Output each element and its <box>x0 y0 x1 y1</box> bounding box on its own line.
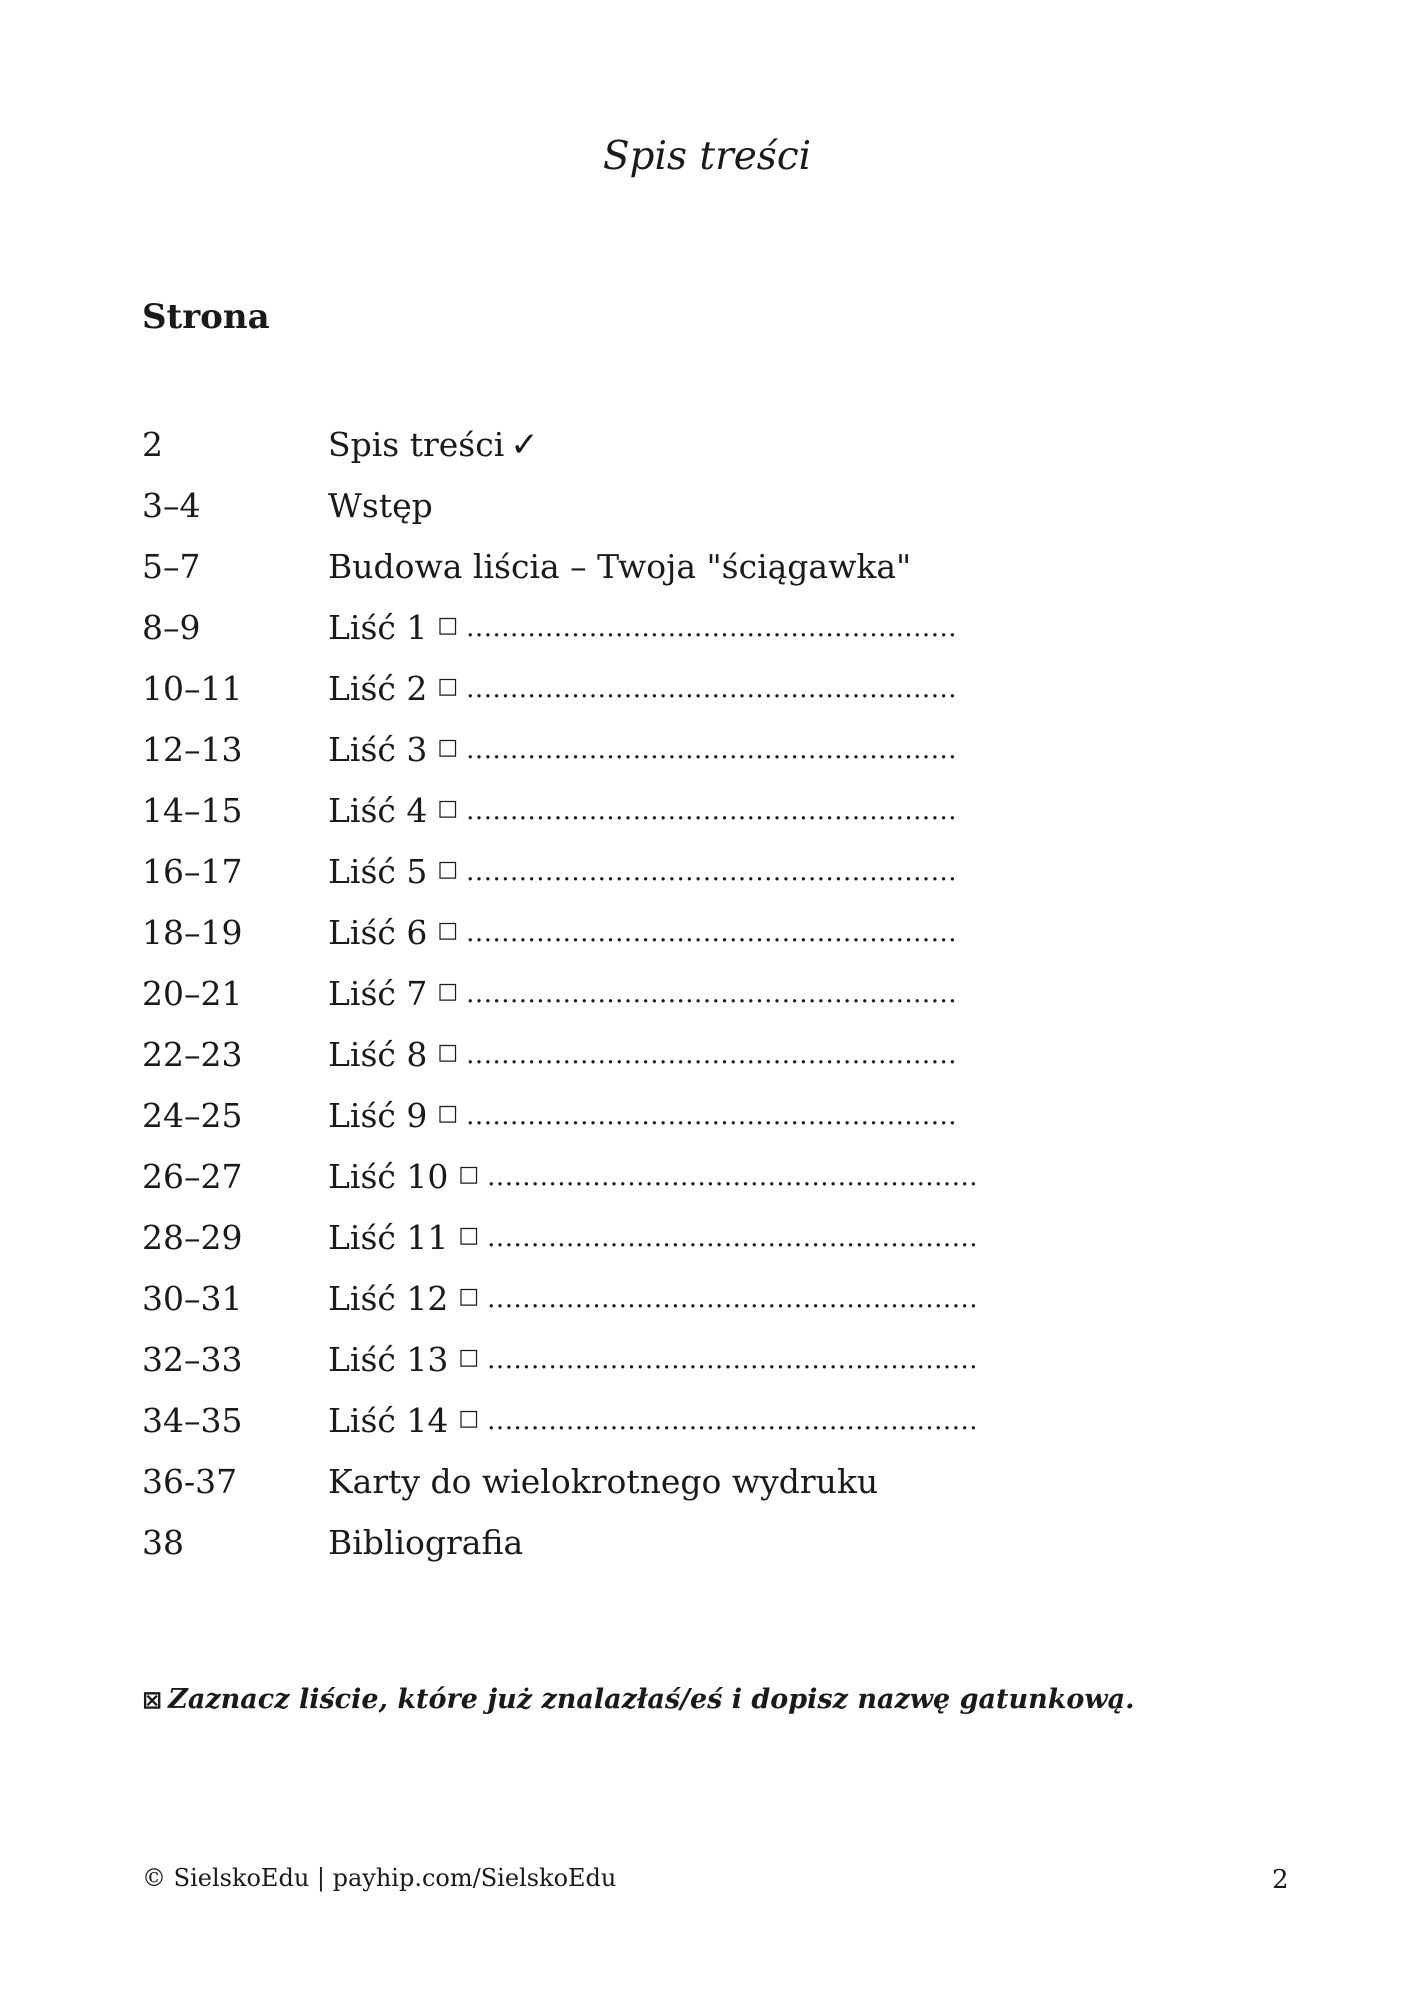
toc-entry-title: Liść 11 <box>328 1218 449 1257</box>
toc-entry-title: Wstęp <box>328 486 433 525</box>
species-name-blank[interactable]: ........................................................ <box>487 1161 978 1192</box>
toc-entry-title: Liść 13 <box>328 1340 449 1379</box>
toc-entry-title: Budowa liścia – Twoja "ściągawka" <box>328 547 912 586</box>
toc-row <box>142 1451 1142 1512</box>
empty-checkbox-icon[interactable]: □ <box>437 674 459 699</box>
empty-checkbox-icon[interactable]: □ <box>437 918 459 943</box>
toc-row <box>142 1207 1142 1268</box>
toc-row <box>142 1085 1142 1146</box>
toc-entry-title: Liść 1 <box>328 608 428 647</box>
footer-page-number: 2 <box>1272 1865 1289 1895</box>
toc-page-range: 16–17 <box>142 852 243 891</box>
toc-row <box>142 1146 1142 1207</box>
toc-row <box>142 475 1142 536</box>
species-name-blank[interactable]: ........................................................ <box>466 612 957 643</box>
toc-page-range: 36-37 <box>142 1462 238 1501</box>
empty-checkbox-icon[interactable]: □ <box>458 1284 480 1309</box>
toc-entry-title: Liść 9 <box>328 1096 428 1135</box>
toc-page-range: 18–19 <box>142 913 243 952</box>
species-name-blank[interactable]: ........................................................ <box>466 978 957 1009</box>
empty-checkbox-icon[interactable]: □ <box>458 1345 480 1370</box>
toc-row <box>142 597 1142 658</box>
toc-entry-title: Liść 2 <box>328 669 428 708</box>
empty-checkbox-icon[interactable]: □ <box>458 1406 480 1431</box>
toc-page-range: 34–35 <box>142 1401 243 1440</box>
toc-page-range: 24–25 <box>142 1096 243 1135</box>
species-name-blank[interactable]: ........................................................ <box>466 1100 957 1131</box>
empty-checkbox-icon[interactable]: □ <box>437 1040 459 1065</box>
toc-row <box>142 902 1142 963</box>
toc-entry-title: Liść 7 <box>328 974 428 1013</box>
checked-box-icon: ⊠ <box>142 1686 163 1714</box>
toc-page-range: 28–29 <box>142 1218 243 1257</box>
toc-row <box>142 1512 1142 1573</box>
toc-row <box>142 1024 1142 1085</box>
toc-row <box>142 780 1142 841</box>
toc-entry-title: Liść 10 <box>328 1157 449 1196</box>
species-name-blank[interactable]: ........................................................ <box>487 1344 978 1375</box>
toc-row <box>142 963 1142 1024</box>
species-name-blank[interactable]: ........................................................ <box>466 917 957 948</box>
species-name-blank[interactable]: ........................................................ <box>466 734 957 765</box>
toc-row <box>142 719 1142 780</box>
toc-entry-title: Liść 8 <box>328 1035 428 1074</box>
empty-checkbox-icon[interactable]: □ <box>437 735 459 760</box>
instruction-note <box>142 1682 1135 1718</box>
toc-entry-title: Karty do wielokrotnego wydruku <box>328 1462 879 1501</box>
toc-row <box>142 1268 1142 1329</box>
species-name-blank[interactable]: ........................................................ <box>487 1405 978 1436</box>
species-name-blank[interactable]: ........................................................ <box>466 1039 957 1070</box>
toc-page-range: 10–11 <box>142 669 243 708</box>
toc-entry-title: Bibliografia <box>328 1523 524 1562</box>
toc-page-range: 12–13 <box>142 730 243 769</box>
instruction-text: Zaznacz liście, które już znalazłaś/eś i dopisz nazwę gatunkową. <box>168 1684 1135 1715</box>
toc-page-range: 5–7 <box>142 547 201 586</box>
empty-checkbox-icon[interactable]: □ <box>458 1162 480 1187</box>
footer-copyright: © SielskoEdu | payhip.com/SielskoEdu <box>142 1864 617 1892</box>
toc-row <box>142 658 1142 719</box>
species-name-blank[interactable]: ........................................................ <box>466 795 957 826</box>
toc-row <box>142 1329 1142 1390</box>
toc-page-range: 26–27 <box>142 1157 243 1196</box>
toc-entry-title: Liść 5 <box>328 852 428 891</box>
species-name-blank[interactable]: ........................................................ <box>487 1222 978 1253</box>
species-name-blank[interactable]: ........................................................ <box>487 1283 978 1314</box>
toc-row <box>142 841 1142 902</box>
toc-row <box>142 1390 1142 1451</box>
empty-checkbox-icon[interactable]: □ <box>437 613 459 638</box>
toc-page-range: 14–15 <box>142 791 243 830</box>
empty-checkbox-icon[interactable]: □ <box>437 796 459 821</box>
toc-entry-title: Liść 14 <box>328 1401 449 1440</box>
species-name-blank[interactable]: ........................................................ <box>466 673 957 704</box>
toc-row <box>142 536 1142 597</box>
empty-checkbox-icon[interactable]: □ <box>437 857 459 882</box>
toc-entry-title: Liść 6 <box>328 913 428 952</box>
toc-page-range: 30–31 <box>142 1279 243 1318</box>
toc-entry-title: Liść 3 <box>328 730 428 769</box>
toc-page-range: 20–21 <box>142 974 243 1013</box>
toc-page-range: 22–23 <box>142 1035 243 1074</box>
toc-entry-title: Spis treści <box>328 425 505 464</box>
species-name-blank[interactable]: ........................................................ <box>466 856 957 887</box>
toc-entry-title: Liść 12 <box>328 1279 449 1318</box>
empty-checkbox-icon[interactable]: □ <box>437 979 459 1004</box>
toc-page-range: 32–33 <box>142 1340 243 1379</box>
toc-entry-title: Liść 4 <box>328 791 428 830</box>
toc-page-range: 2 <box>142 425 163 464</box>
checkmark-icon: ✓ <box>510 424 539 465</box>
table-of-contents <box>142 414 1142 1573</box>
toc-page-range: 8–9 <box>142 608 201 647</box>
page-column-heading: Strona <box>142 297 270 337</box>
page-title: Spis treści <box>602 134 812 179</box>
empty-checkbox-icon[interactable]: □ <box>437 1101 459 1126</box>
empty-checkbox-icon[interactable]: □ <box>458 1223 480 1248</box>
toc-page-range: 38 <box>142 1523 184 1562</box>
toc-page-range: 3–4 <box>142 486 201 525</box>
toc-row <box>142 414 1142 475</box>
